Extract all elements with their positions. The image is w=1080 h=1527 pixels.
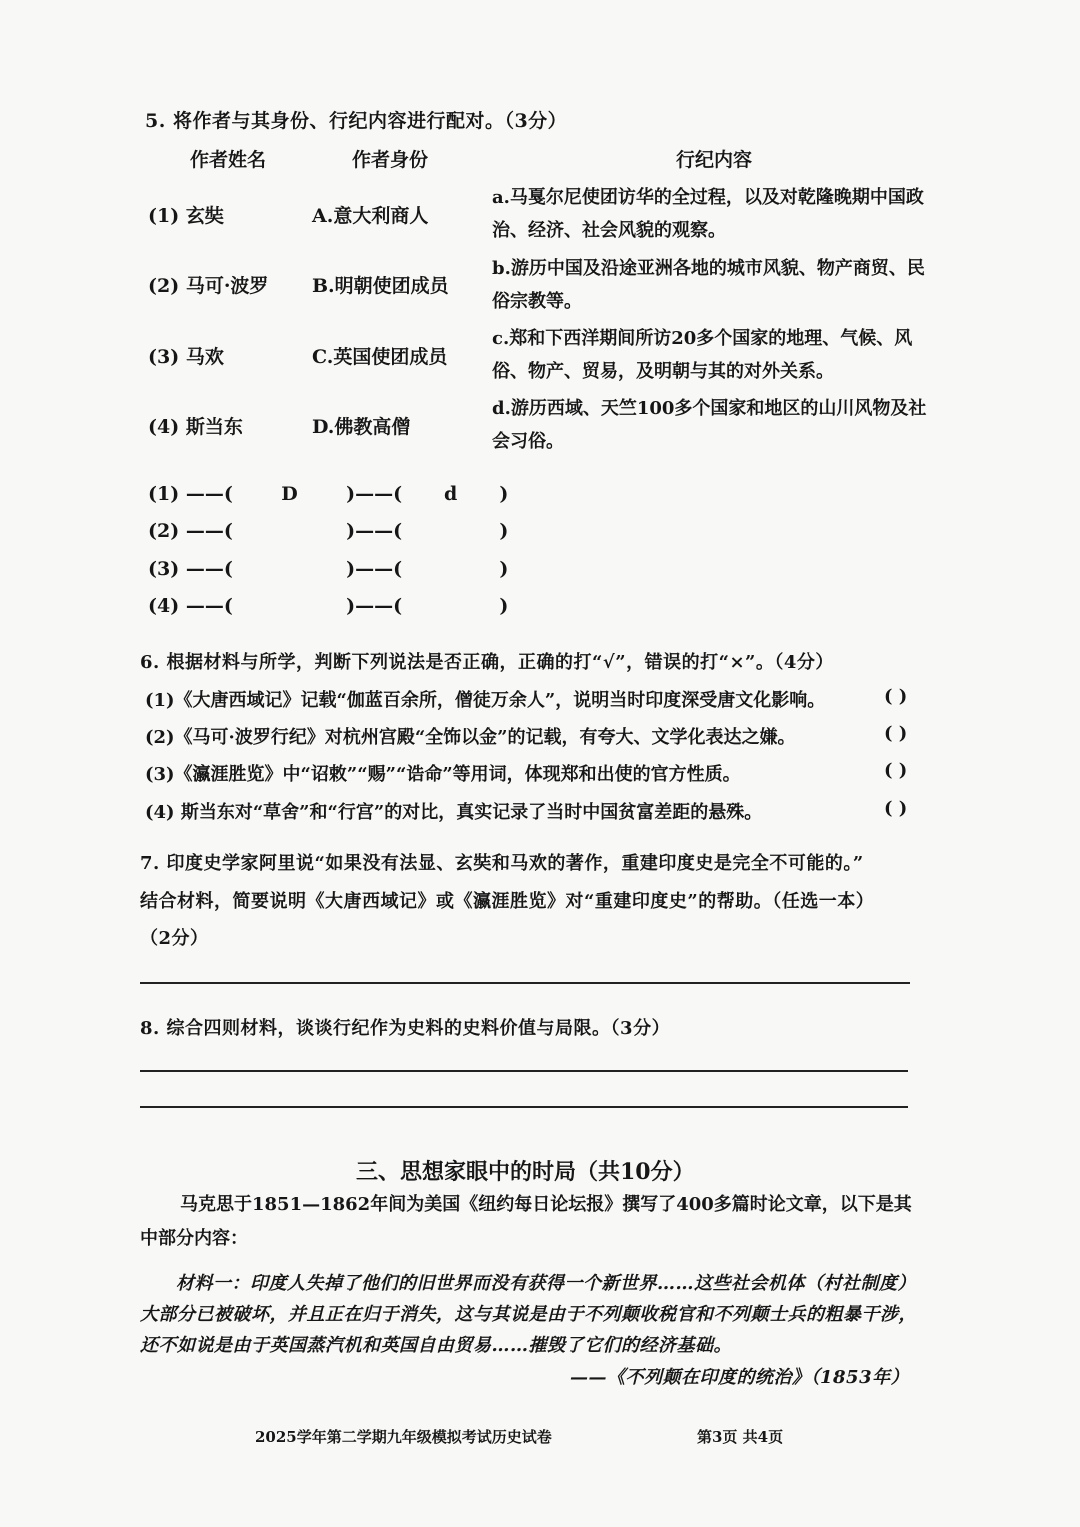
answer-end: ) [499, 483, 509, 505]
answer-sep: ——( [185, 483, 233, 505]
q5-row2-name: (2) 马可·波罗 [148, 275, 269, 297]
answer-blank-identity[interactable]: D [281, 483, 298, 505]
q5-row1-content: a.马戛尔尼使团访华的全过程，以及对乾隆晚期中国政治、经济、社会风貌的观察。 [492, 187, 924, 241]
answer-row [148, 483, 508, 505]
q6-item2-text: (2)《马可·波罗行纪》对杭州宫殿“全饰以金”的记载，有夸大、文学化表达之嫌。 [145, 727, 796, 748]
q6-item2-bracket[interactable]: ( ) [884, 723, 908, 744]
answer-sep: ——( [185, 558, 233, 580]
q5-header-identity: 作者身份 [352, 149, 429, 171]
q5-row3-identity: C.英国使团成员 [312, 346, 448, 368]
answer-num: (4) [148, 595, 180, 617]
answer-end: ) [499, 558, 509, 580]
q5-row2-identity: B.明朝使团成员 [312, 275, 449, 297]
q5-row2-content: b.游历中国及沿途亚洲各地的城市风貌、物产商贸、民俗宗教等。 [492, 258, 925, 312]
q6-item1-bracket[interactable]: ( ) [884, 686, 908, 707]
answer-sep: )——( [346, 483, 403, 505]
answer-end: ) [499, 595, 509, 617]
q5-row3-name: (3) 马欢 [148, 346, 224, 368]
answer-row [148, 558, 508, 580]
answer-row [148, 595, 508, 617]
q5-row1-identity: A.意大利商人 [312, 205, 429, 227]
q5-header-name: 作者姓名 [190, 149, 267, 171]
q5-row4-identity: D.佛教高僧 [312, 416, 411, 438]
answer-num: (3) [148, 558, 180, 580]
material1-text: 材料一：印度人失掉了他们的旧世界而没有获得一个新世界……这些社会机体（村社制度）大部分已被破坏，并且正在归于消失，这与其说是由于不列颠收税官和不列颠士兵的粗暴干涉，还不如说是由于英国蒸汽机和英国自由贸易……摧毁了它们的经济基础。 [140, 1273, 917, 1356]
answer-sep: )——( [346, 558, 403, 580]
q6-item1-text: (1)《大唐西域记》记载“伽蓝百余所，僧徒万余人”，说明当时印度深受唐文化影响。 [145, 690, 826, 711]
q5-row1-name: (1) 玄奘 [148, 205, 224, 227]
q7-line1: 7. 印度史学家阿里说“如果没有法显、玄奘和马欢的著作，重建印度史是完全不可能的。” [140, 853, 864, 874]
q6-item3-text: (3)《瀛涯胜览》中“诏敕”“赐”“诰命”等用词，体现郑和出使的官方性质。 [145, 764, 741, 785]
answer-end: ) [499, 520, 509, 542]
q6-item4-text: (4) 斯当东对“草舍”和“行宫”的对比，真实记录了当时中国贫富差距的悬殊。 [145, 802, 763, 823]
q5-row3-content: c.郑和下西洋期间所访20多个国家的地理、气候、风俗、物产、贸易，及明朝与其的对外关系。 [492, 328, 913, 382]
q5-header-content: 行纪内容 [676, 149, 753, 171]
answer-sep: ——( [185, 520, 233, 542]
q5-row4-content: d.游历西域、天竺100多个国家和地区的山川风物及社会习俗。 [492, 398, 927, 452]
q8-answer-line-1[interactable] [140, 1070, 908, 1072]
material1-source: ——《不列颠在印度的统治》（1853年） [570, 1367, 910, 1388]
answer-sep: ——( [185, 595, 233, 617]
answer-sep: )——( [346, 520, 403, 542]
answer-num: (2) [148, 520, 180, 542]
section3-title: 三、思想家眼中的时局（共10分） [356, 1159, 695, 1185]
answer-sep: )——( [346, 595, 403, 617]
q7-line3: （2分） [140, 928, 209, 949]
q8-title: 8. 综合四则材料，谈谈行纪作为史料的史料价值与局限。（3分） [140, 1018, 671, 1039]
section3-intro: 马克思于1851—1862年间为美国《纽约每日论坛报》撰写了400多篇时论文章，以下是其中部分内容： [140, 1194, 912, 1249]
q6-item4-bracket[interactable]: ( ) [884, 798, 908, 819]
footer-page-number: 第3页 共4页 [697, 1428, 784, 1446]
footer-exam-title: 2025学年第二学期九年级模拟考试历史试卷 [255, 1428, 552, 1446]
q5-row4-name: (4) 斯当东 [148, 416, 243, 438]
q6-item3-bracket[interactable]: ( ) [884, 760, 908, 781]
q8-answer-line-2[interactable] [140, 1106, 908, 1108]
answer-num: (1) [148, 483, 180, 505]
q6-title: 6. 根据材料与所学，判断下列说法是否正确，正确的打“√”，错误的打“×”。（4分） [140, 652, 834, 673]
answer-row [148, 520, 508, 542]
q5-title: 5. 将作者与其身份、行纪内容进行配对。（3分） [145, 110, 568, 132]
q7-answer-line[interactable] [140, 982, 910, 984]
answer-blank-content[interactable]: d [444, 483, 458, 505]
q7-line2: 结合材料，简要说明《大唐西域记》或《瀛涯胜览》对“重建印度史”的帮助。（任选一本） [140, 891, 875, 912]
